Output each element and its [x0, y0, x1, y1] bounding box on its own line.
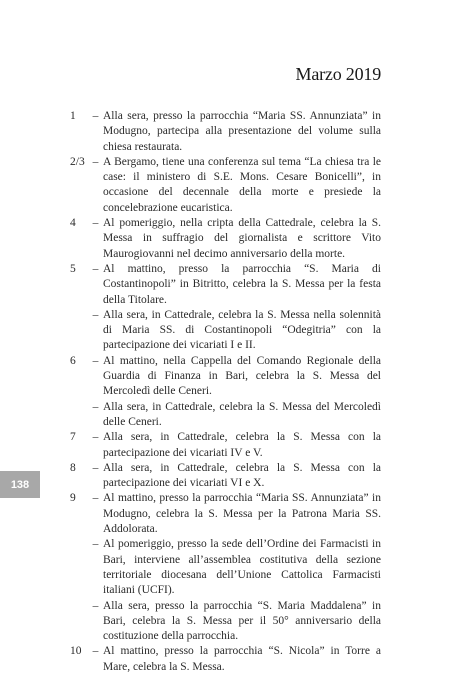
dash-marker: –	[92, 308, 99, 321]
chronicle-list	[70, 109, 381, 675]
dash-marker: –	[92, 645, 99, 658]
dash-marker: –	[92, 492, 99, 505]
entry-item	[88, 155, 381, 216]
entry-day: 6	[70, 354, 76, 367]
entry-item	[88, 400, 381, 431]
entry-item	[88, 308, 381, 354]
entry-text: Al pomeriggio, presso la sede dell’Ordine dei Farmacisti in Bari, interviene all’assemblea costitutiva della sezione territoriale diocesana dell’Unione Cattolica Farmacisti italiani (UCFI).	[103, 538, 381, 597]
entry-day: 10	[70, 645, 82, 658]
entry-day: 1	[70, 110, 76, 122]
chronicle-entry	[70, 491, 381, 644]
dash-marker: –	[92, 431, 99, 444]
entry-text: Alla sera, in Cattedrale, celebra la S. Messa nella solennità di Maria SS. di Costantinopoli “Odegitria” con la partecipazione dei vicariati I e II.	[103, 308, 381, 352]
entry-item	[88, 599, 381, 645]
entry-text: Al mattino, nella Cappella del Comando Regionale della Guardia di Finanza in Bari, celebra la S. Messa del Mercoledì delle Ceneri.	[103, 354, 381, 398]
chronicle-entry	[70, 262, 381, 354]
dash-marker: –	[92, 599, 99, 612]
dash-marker: –	[92, 461, 99, 474]
entry-text: Al pomeriggio, nella cripta della Cattedrale, celebra la S. Messa in suffragio del giornalista e scrittore Vito Maurogiovanni nel decimo anniversario della morte.	[103, 217, 381, 260]
dash-marker: –	[92, 354, 99, 367]
dash-marker: –	[92, 538, 99, 551]
dash-marker: –	[92, 400, 99, 413]
entry-item	[88, 461, 381, 492]
entry-text: Al mattino, presso la parrocchia “S. Maria di Costantinopoli” in Bitritto, celebra la S. Messa per la festa della Titolare.	[103, 262, 381, 306]
chronicle-entry	[70, 354, 381, 430]
entry-text: Alla sera, presso la parrocchia “S. Maria Maddalena” in Bari, celebra la S. Messa per il 50° anniversario della costituzione della parrocchia.	[103, 599, 381, 643]
entry-item	[88, 354, 381, 400]
chronicle-entry	[70, 644, 381, 675]
entry-item	[88, 644, 381, 675]
page-title: Marzo 2019	[295, 64, 381, 84]
entry-item	[88, 109, 381, 155]
entry-text: Alla sera, in Cattedrale, celebra la S. Messa con la partecipazione dei vicariati IV e V.	[103, 431, 381, 459]
entry-item	[88, 491, 381, 537]
entry-text: Alla sera, in Cattedrale, celebra la S. Messa del Mercoledì delle Ceneri.	[103, 400, 381, 428]
entry-item	[88, 262, 381, 308]
dash-marker: –	[92, 155, 99, 168]
chronicle-entry	[70, 216, 381, 262]
chronicle-entry	[70, 155, 381, 216]
chronicle-entry	[70, 109, 381, 155]
entry-text: A Bergamo, tiene una conferenza sul tema “La chiesa tra le case: il ministero di S.E. Mons. Cesare Bonicelli”, in occasione del decennale della morte e presiede la concelebrazione eucaristica.	[103, 155, 381, 214]
entry-text: Al mattino, presso la parrocchia “Maria SS. Annunziata” in Modugno, celebra la S. Messa per la Patrona Maria SS. Addolorata.	[103, 492, 381, 536]
entry-text: Alla sera, in Cattedrale, celebra la S. Messa con la partecipazione dei vicariati VI e X.	[103, 461, 381, 490]
entry-day: 5	[70, 262, 76, 275]
entry-item	[88, 537, 381, 598]
entry-text: Al mattino, presso la parrocchia “S. Nicola” in Torre a Mare, celebra la S. Messa.	[103, 645, 381, 673]
entry-item	[88, 216, 381, 262]
entry-day: 2/3	[70, 155, 85, 168]
dash-marker: –	[92, 217, 99, 230]
dash-marker: –	[92, 262, 99, 275]
entry-text: Alla sera, presso la parrocchia “Maria SS. Annunziata” in Modugno, partecipa alla presentazione del volume sulla chiesa restaurata.	[103, 110, 381, 153]
entry-day: 7	[70, 431, 76, 444]
entry-day: 9	[70, 492, 76, 505]
chronicle-entry	[70, 461, 381, 492]
dash-marker: –	[92, 110, 99, 122]
entry-item	[88, 430, 381, 461]
entry-day: 8	[70, 461, 76, 474]
entry-day: 4	[70, 217, 76, 230]
chronicle-entry	[70, 430, 381, 461]
page-number: 138	[0, 471, 40, 498]
